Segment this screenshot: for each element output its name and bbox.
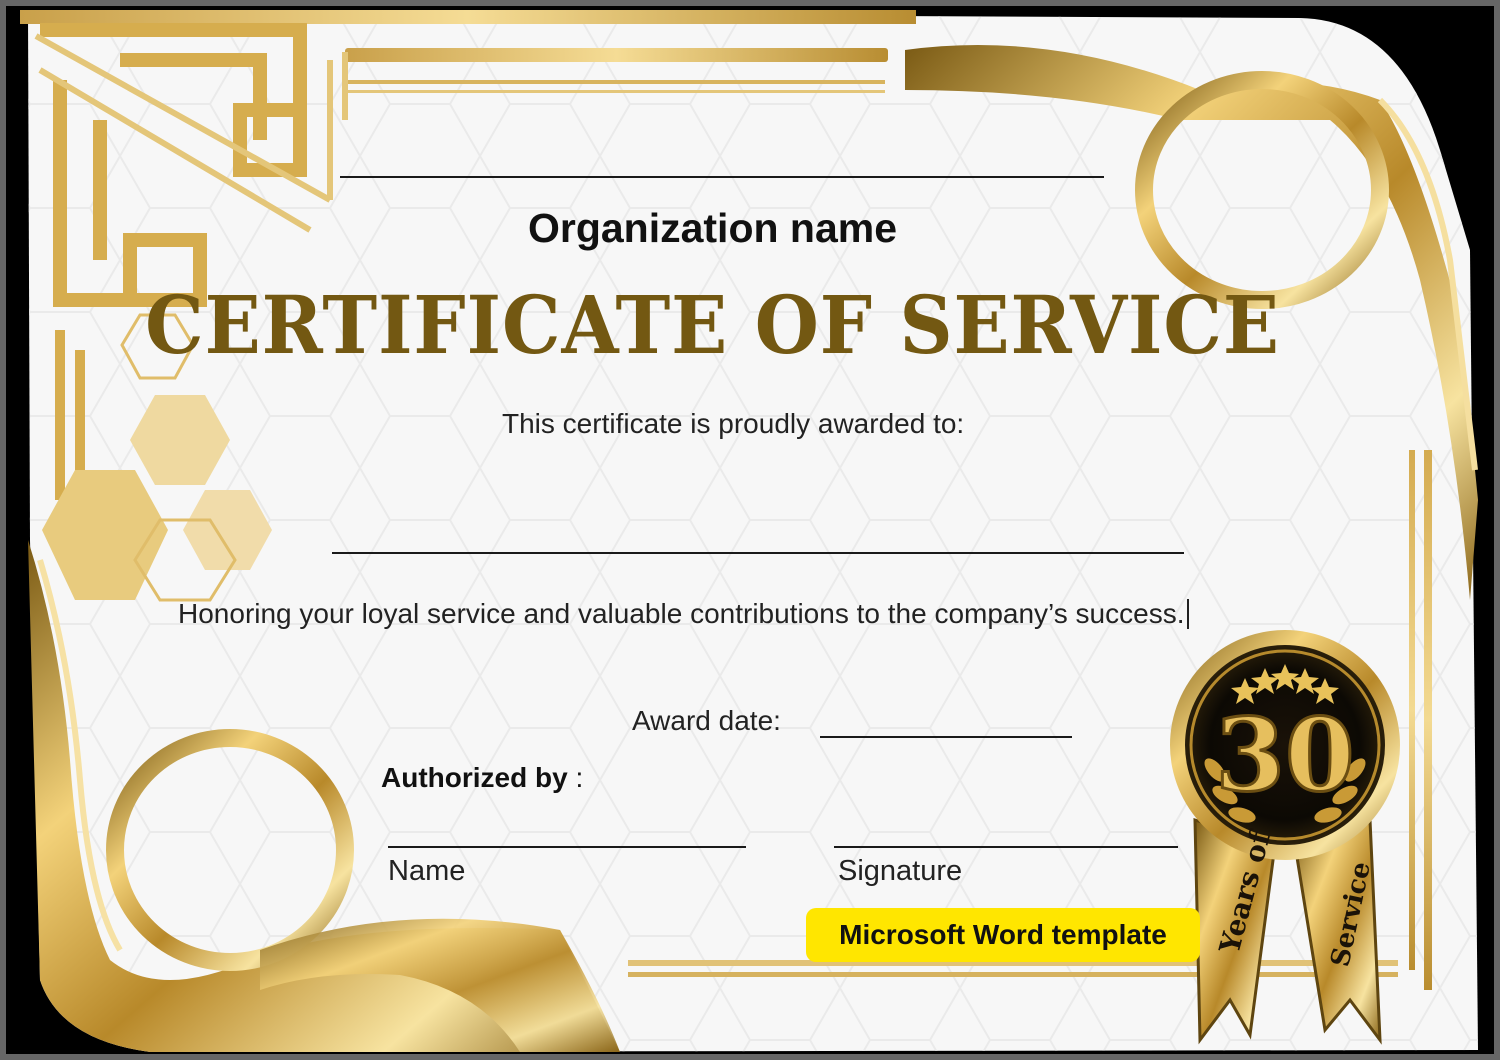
microsoft-word-template-badge: Microsoft Word template <box>806 908 1200 962</box>
authorized-by-text: Authorized by <box>381 762 568 793</box>
honoring-text <box>178 598 1189 630</box>
seal-ribbon-left-text: Years of <box>1212 828 1277 957</box>
seal-ribbon-right-text: Service <box>1325 859 1377 970</box>
certificate-title: CERTIFICATE OF SERVICE <box>145 278 1280 372</box>
signature-label: Signature <box>838 855 963 887</box>
awarded-to-text: This certificate is proudly awarded to: <box>502 408 965 439</box>
seal-number: 30 <box>1215 696 1355 814</box>
organization-name: Organization name <box>527 205 898 251</box>
text-cursor <box>1187 599 1189 629</box>
authorized-by-label <box>381 762 583 794</box>
name-label: Name <box>388 855 466 887</box>
award-date-label: Award date: <box>632 705 781 736</box>
honoring-text-content: Honoring your loyal service and valuable contributions to the company’s success. <box>178 598 1185 629</box>
authorized-by-colon: : <box>567 762 584 793</box>
